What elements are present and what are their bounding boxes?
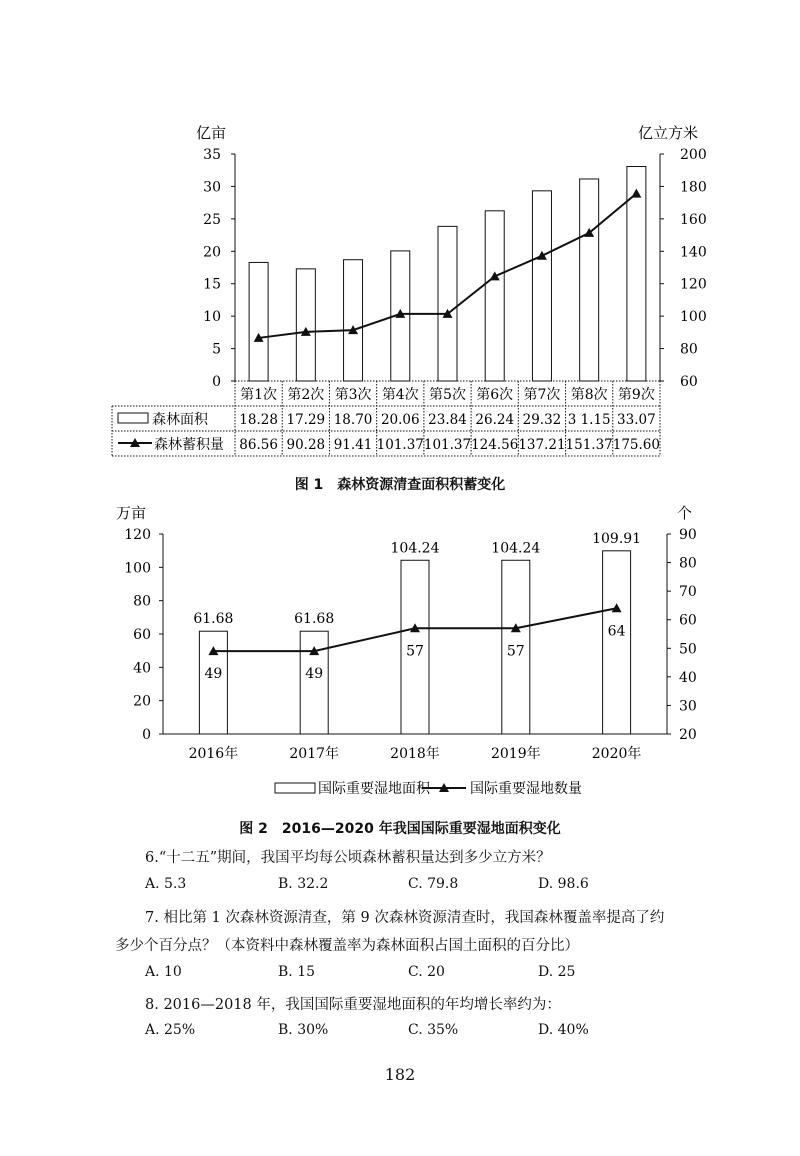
left-tick-label: 20 [133,693,151,710]
left-tick-label: 0 [142,727,151,743]
left-axis-label: 万亩 [116,504,147,522]
area-value-label: 18.70 [333,412,373,428]
q6-option-b: B. 32.2 [278,876,329,892]
right-tick-label: 70 [679,584,697,601]
volume-value-label: 90.28 [286,437,326,453]
left-tick-label: 0 [212,374,221,390]
volume-value-label: 124.56 [471,437,519,453]
area-bar [580,179,599,381]
left-tick-label: 80 [133,593,151,610]
wetland-count-value-label: 49 [305,666,324,683]
q8-option-b: B. 30% [278,1022,329,1038]
category-label: 第3次 [334,387,372,403]
question-7-continued: 多少个百分点？（本资料中森林覆盖率为森林面积占国土面积的百分比） [115,938,579,954]
area-bar [485,211,504,381]
q7-option-b: B. 15 [278,964,316,980]
category-label: 2020年 [591,746,642,762]
area-value-label: 20.06 [380,412,420,428]
right-tick-label: 80 [679,555,697,572]
category-label: 第1次 [240,387,278,403]
category-label: 第7次 [523,387,561,403]
right-tick-label: 30 [679,698,697,715]
area-value-label: 17.29 [286,412,326,428]
q6-option-d: D. 98.6 [538,876,589,892]
legend-label-area: 国际重要湿地面积 [318,781,430,797]
wetland-area-value-label: 104.24 [491,540,541,557]
q6-option-a: A. 5.3 [145,876,187,892]
category-label: 第9次 [617,387,655,403]
figure-1-caption: 图 1 森林资源清查面积积蓄变化 [294,477,506,493]
volume-value-label: 86.56 [239,437,278,453]
right-tick-label: 90 [679,527,697,543]
volume-value-label: 151.37 [565,437,613,453]
left-tick-label: 5 [212,341,221,358]
category-label: 第6次 [476,387,514,403]
category-label: 2017年 [289,746,340,762]
left-tick-label: 30 [203,179,221,196]
area-bar [532,191,551,381]
left-tick-label: 20 [203,244,221,261]
category-label: 第2次 [287,387,325,403]
wetland-chart [0,496,800,816]
right-tick-label: 120 [680,276,707,293]
right-tick-label: 80 [680,341,698,358]
q7-option-d: D. 25 [538,964,576,980]
area-bar [438,226,457,381]
right-tick-label: 20 [679,727,697,743]
legend-label-count: 国际重要湿地数量 [470,781,582,797]
area-value-label: 33.07 [617,412,656,428]
volume-value-label: 175.60 [612,437,661,453]
right-tick-label: 50 [679,641,697,658]
right-tick-label: 60 [679,612,697,629]
wetland-count-value-label: 64 [607,623,626,640]
q8-option-a: A. 25% [145,1022,196,1038]
right-tick-label: 140 [680,244,707,261]
right-tick-label: 180 [680,179,707,196]
left-axis-label: 亿亩 [196,124,227,142]
legend-label-area: 森林面积 [152,412,208,428]
q8-option-c: C. 35% [408,1022,459,1038]
question-6: 6.“十二五”期间，我国平均每公顷森林蓄积量达到多少立方米？ [145,850,551,866]
volume-value-label: 137.21 [518,437,566,453]
forest-resources-chart [0,110,800,470]
question-8: 8. 2016—2018 年，我国国际重要湿地面积的年均增长率约为： [145,997,561,1013]
q7-option-a: A. 10 [145,964,182,980]
wetland-area-bar [603,551,631,734]
legend-label-volume: 森林蓄积量 [154,437,224,453]
category-label: 2018年 [390,746,440,762]
page-number: 182 [384,1065,416,1084]
question-7: 7. 相比第 1 次森林资源清查，第 9 次森林资源清查时，我国森林覆盖率提高了约 [145,910,665,926]
right-tick-label: 160 [680,211,707,228]
area-bar [344,260,363,381]
wetland-area-value-label: 104.24 [390,540,440,557]
wetland-area-value-label: 61.68 [294,611,335,628]
wetland-count-value-label: 57 [406,643,424,660]
area-value-label: 26.24 [475,412,515,428]
area-value-label: 18.28 [239,412,278,428]
right-tick-label: 60 [680,374,698,390]
left-tick-label: 120 [124,527,151,543]
right-tick-label: 100 [680,309,707,326]
wetland-area-value-label: 109.91 [592,530,642,547]
right-tick-label: 200 [680,147,707,163]
volume-value-label: 101.37 [423,437,472,453]
category-label: 第8次 [570,387,608,403]
area-value-label: 29.32 [522,412,562,428]
right-tick-label: 40 [679,669,697,686]
area-bar [296,269,315,381]
category-label: 2016年 [188,746,239,762]
q6-option-c: C. 79.8 [408,876,459,892]
q7-option-c: C. 20 [408,964,445,980]
category-label: 2019年 [490,746,541,762]
left-tick-label: 15 [203,276,221,293]
wetland-count-value-label: 57 [506,643,525,660]
left-tick-label: 60 [133,627,151,643]
left-tick-label: 10 [203,309,221,326]
wetland-count-value-label: 49 [204,666,223,683]
wetland-area-value-label: 61.68 [193,611,234,628]
left-tick-label: 35 [203,147,221,163]
left-tick-label: 40 [133,660,151,677]
left-tick-label: 25 [203,211,221,228]
category-label: 第4次 [381,387,419,403]
figure-2-caption: 图 2 2016—2020 年我国国际重要湿地面积变化 [239,821,561,837]
area-value-label: 3 1.15 [567,412,611,428]
area-value-label: 23.84 [428,412,467,428]
legend-bar-swatch [275,783,315,793]
area-bar [249,262,268,381]
volume-value-label: 101.37 [376,437,424,453]
volume-value-label: 91.41 [333,437,373,453]
right-axis-label: 个 [677,504,693,522]
legend-bar-swatch [118,413,148,423]
category-label: 第5次 [429,387,466,403]
q8-option-d: D. 40% [538,1022,589,1038]
left-tick-label: 100 [124,560,151,577]
right-axis-label: 亿立方米 [638,124,699,142]
